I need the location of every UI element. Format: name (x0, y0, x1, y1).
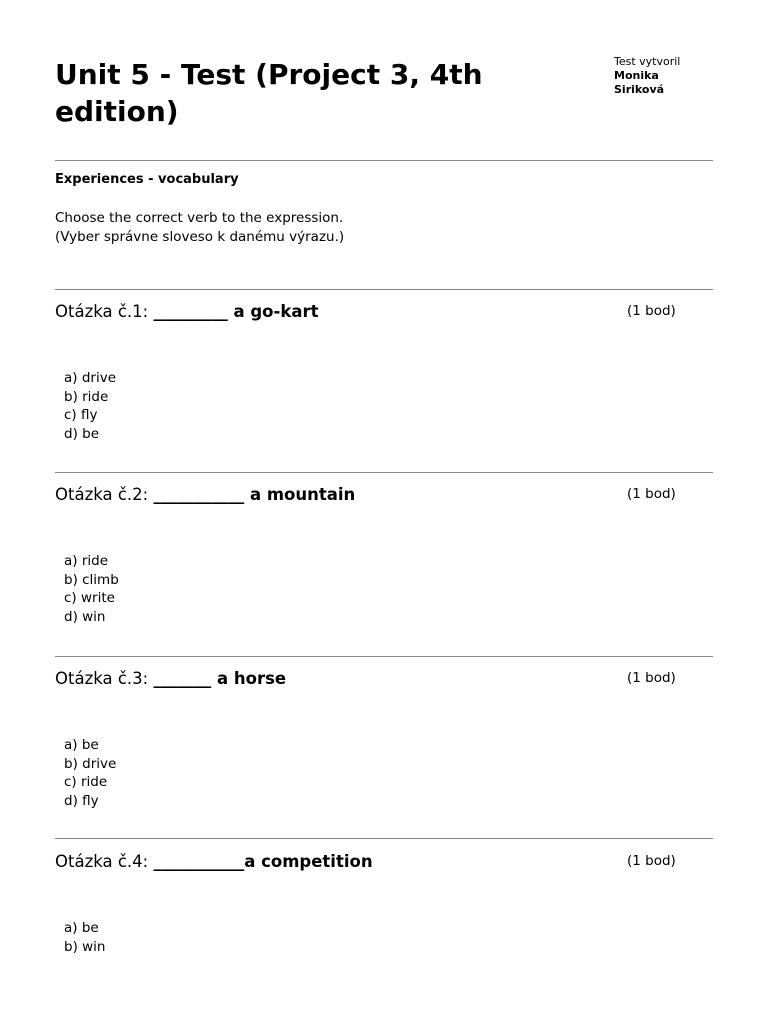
answer-option[interactable]: b) win (64, 938, 106, 955)
question-points: (1 bod) (627, 486, 676, 502)
question-label: Otázka č.3: (55, 669, 149, 688)
page-title: Unit 5 - Test (Project 3, 4th edition) (55, 58, 483, 128)
question-4 (0, 851, 768, 1011)
question-text: _______ a horse (153, 669, 287, 688)
answer-option[interactable]: a) be (64, 737, 99, 753)
question-3 (0, 668, 768, 828)
answer-list (64, 736, 116, 810)
answer-option[interactable]: c) fly (64, 407, 98, 423)
answer-list (64, 552, 119, 626)
answer-option[interactable]: a) drive (64, 370, 116, 386)
author-first-name: Monika (614, 69, 659, 82)
question-points: (1 bod) (627, 853, 676, 869)
instruction (55, 209, 344, 247)
question-heading (55, 668, 286, 690)
question-heading (55, 851, 373, 873)
answer-list (64, 919, 105, 956)
question-heading (55, 301, 318, 323)
divider (55, 838, 713, 839)
question-points: (1 bod) (627, 670, 676, 686)
question-heading (55, 484, 355, 506)
answer-option[interactable]: d) be (64, 425, 100, 442)
section-title: Experiences - vocabulary (55, 172, 239, 187)
question-label: Otázka č.1: (55, 302, 149, 321)
answer-list (64, 369, 116, 443)
divider (55, 289, 713, 290)
answer-option[interactable]: a) be (64, 920, 99, 936)
instruction-slovak: (Vyber správne sloveso k danému výrazu.) (55, 229, 345, 245)
question-text: ___________a competition (153, 852, 373, 871)
question-2 (0, 484, 768, 644)
answer-option[interactable]: b) drive (64, 755, 117, 772)
answer-option[interactable]: c) write (64, 590, 115, 606)
answer-option[interactable]: d) win (64, 608, 106, 625)
author-last-name: Siriková (614, 83, 665, 96)
instruction-english: Choose the correct verb to the expression. (55, 210, 344, 226)
answer-option[interactable]: a) ride (64, 553, 109, 569)
answer-option[interactable]: b) climb (64, 571, 119, 588)
question-1 (0, 301, 768, 461)
question-text: ___________ a mountain (153, 485, 356, 504)
answer-option[interactable]: d) fly (64, 792, 99, 809)
answer-option[interactable]: b) ride (64, 388, 109, 405)
answer-option[interactable]: c) ride (64, 774, 108, 790)
divider (55, 656, 713, 657)
question-label: Otázka č.2: (55, 485, 149, 504)
question-points: (1 bod) (627, 303, 676, 319)
question-text: _________ a go-kart (153, 302, 319, 321)
author-block (614, 55, 680, 97)
divider (55, 160, 713, 161)
author-label: Test vytvoril (614, 55, 681, 68)
question-label: Otázka č.4: (55, 852, 149, 871)
divider (55, 472, 713, 473)
